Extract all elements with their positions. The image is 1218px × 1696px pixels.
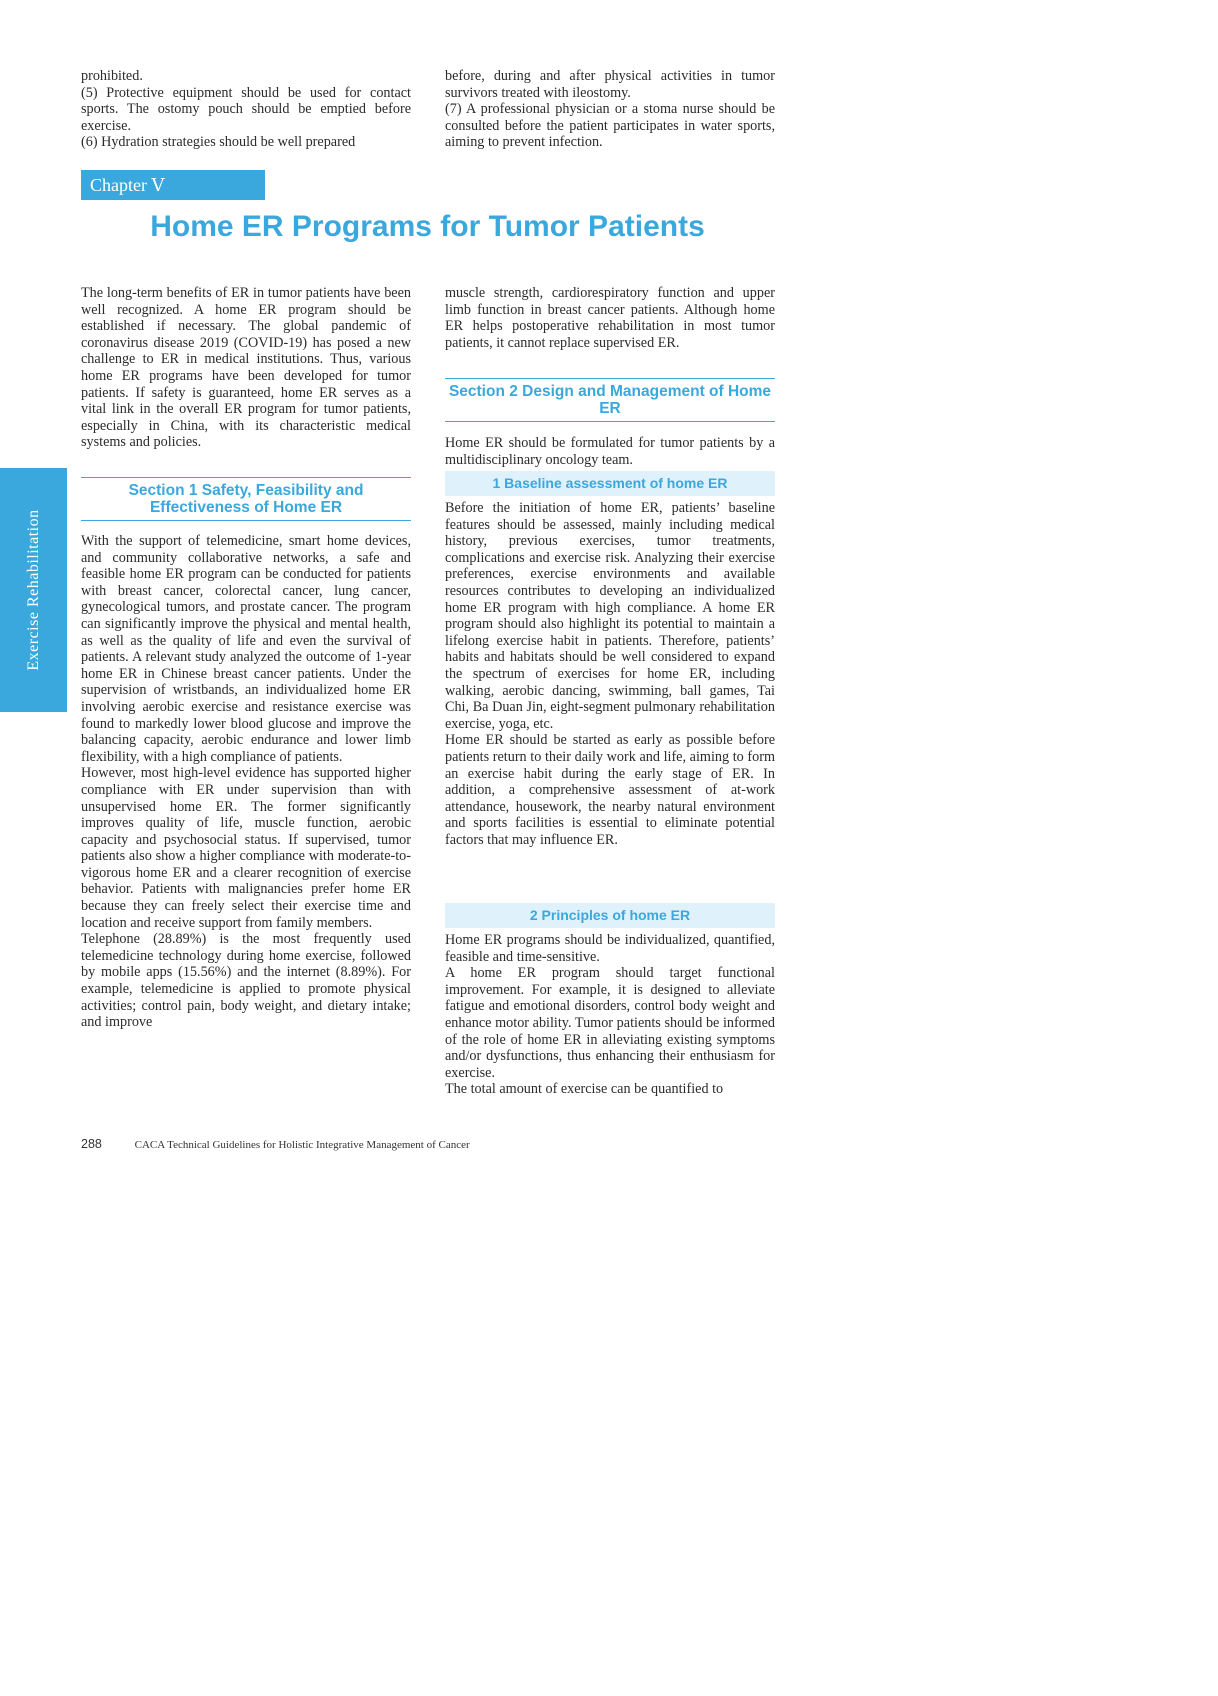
paragraph: muscle strength, cardiorespiratory function and upper limb function in breast cancer patients. Although home ER helps postoperative rehabilitation in most tumor patients, it cannot replace supervised ER. [445,285,775,351]
section-1-body [81,533,411,1031]
paragraph: The total amount of exercise can be quantified to [445,1081,724,1098]
paragraph: The long-term benefits of ER in tumor patients have been well recognized. A home ER program should be established if necessary. The global pandemic of coronavirus disease 2019 (COVID-19) has posed a new challenge to ER in medical institutions. Thus, various home ER programs have been developed for tumor patients. If safety is guaranteed, home ER serves as a vital link in the overall ER program for tumor patients, especially in China, with its characteristic medical systems and policies. [81,285,411,451]
subsection-1-heading: 1 Baseline assessment of home ER [445,471,775,496]
right-column-top [445,285,775,351]
subsection-2-heading: 2 Principles of home ER [445,903,775,928]
paragraph: A home ER program should target functional improvement. For example, it is designed to alleviate fatigue and emotional disorders, control body weight and enhance motor ability. Tumor patients should be informed of the role of home ER in alleviating existing symptoms and/or dysfunctions, thus enhancing their enthusiasm for exercise. [445,965,775,1081]
side-section-tab [0,468,67,712]
paragraph: Home ER programs should be individualized, quantified, feasible and time-sensitive. [445,932,775,965]
paragraph: prohibited. [81,68,143,84]
page-number: 288 [81,1137,102,1151]
paragraph: With the support of telemedicine, smart home devices, and community collaborative networks, a safe and feasible home ER program can be conducted for patients with breast cancer, colorectal cancer, lung cancer, gynecological tumors, and prostate cancer. The program can significantly improve the physical and mental health, as well as the quality of life and even the survival of patients. A relevant study analyzed the outcome of 1-year home ER in Chinese breast cancer patients. Under the supervision of wristbands, an individualized home ER involving aerobic exercise and resistance exercise was found to markedly lower blood glucose and improve the balancing capacity, aerobic endurance and lower limb flexibility, with a high compliance of patients. [81,533,411,765]
paragraph: before, during and after physical activities in tumor survivors treated with ileostomy. [445,68,775,101]
chapter-label: Chapter Ⅴ [81,170,265,200]
paragraph: Before the initiation of home ER, patients’ baseline features should be assessed, mainly including medical history, previous exercises, tumor treatments, complications and exercise risk. Analyzing their exercise preferences, exercise environments and available resources contributes to developing an individualized home ER program with high compliance. A home ER program should also highlight its potential to maintain a lifelong exercise habit in patients. Therefore, patients’ habits and habitats should be well considered to expand the spectrum of exercises for home ER, including walking, aerobic dancing, swimming, ball games, Tai Chi, Ba Duan Jin, eight-segment pulmonary rehabilitation exercise, yoga, etc. [445,500,775,732]
section-2-intro [445,435,775,468]
running-title: CACA Technical Guidelines for Holistic Integrative Management of Cancer [134,1139,470,1151]
paragraph: (6) Hydration strategies should be well prepared [81,134,356,151]
subsection-2-body [445,932,775,1098]
paragraph: (7) A professional physician or a stoma nurse should be consulted before the patient participates in water sports, aiming to prevent infection. [445,101,775,151]
paragraph: Telephone (28.89%) is the most frequently used telemedicine technology during home exercise, followed by mobile apps (15.56%) and the internet (8.89%). For example, telemedicine is applied to promote physical activities; control pain, body weight, and dietary intake; and improve [81,931,411,1031]
paragraph: However, most high-level evidence has supported higher compliance with ER under supervision than with unsupervised home ER. The former significantly improves quality of life, muscle function, aerobic capacity and psychosocial status. If supervised, tumor patients also show a higher compliance with moderate-to-vigorous home ER and a clearer recognition of exercise behavior. Patients with malignancies prefer home ER because they can freely select their exercise time and location and receive support from family members. [81,765,411,931]
paragraph: Home ER should be started as early as possible before patients return to their daily work and life, aiming to form an exercise habit during the early stage of ER. In addition, a comprehensive assessment of at-work attendance, housework, the nearby natural environment and sports facilities is essential to eliminate potential factors that may influence ER. [445,732,775,848]
section-2-heading: Section 2 Design and Management of Home ER [445,378,775,422]
paragraph: (5) Protective equipment should be used for contact sports. The ostomy pouch should be emptied before exercise. [81,84,411,134]
section-1-heading: Section 1 Safety, Feasibility and Effectiveness of Home ER [81,477,411,521]
paragraph: Home ER should be formulated for tumor patients by a multidisciplinary oncology team. [445,435,775,468]
subsection-1-body [445,500,775,848]
side-tab-label: Exercise Rehabilitation [24,509,42,671]
intro-text [81,285,411,451]
chapter-title: Home ER Programs for Tumor Patients [150,210,705,243]
page-footer [81,1137,470,1151]
top-left-column [81,68,411,151]
top-right-column [445,68,775,151]
